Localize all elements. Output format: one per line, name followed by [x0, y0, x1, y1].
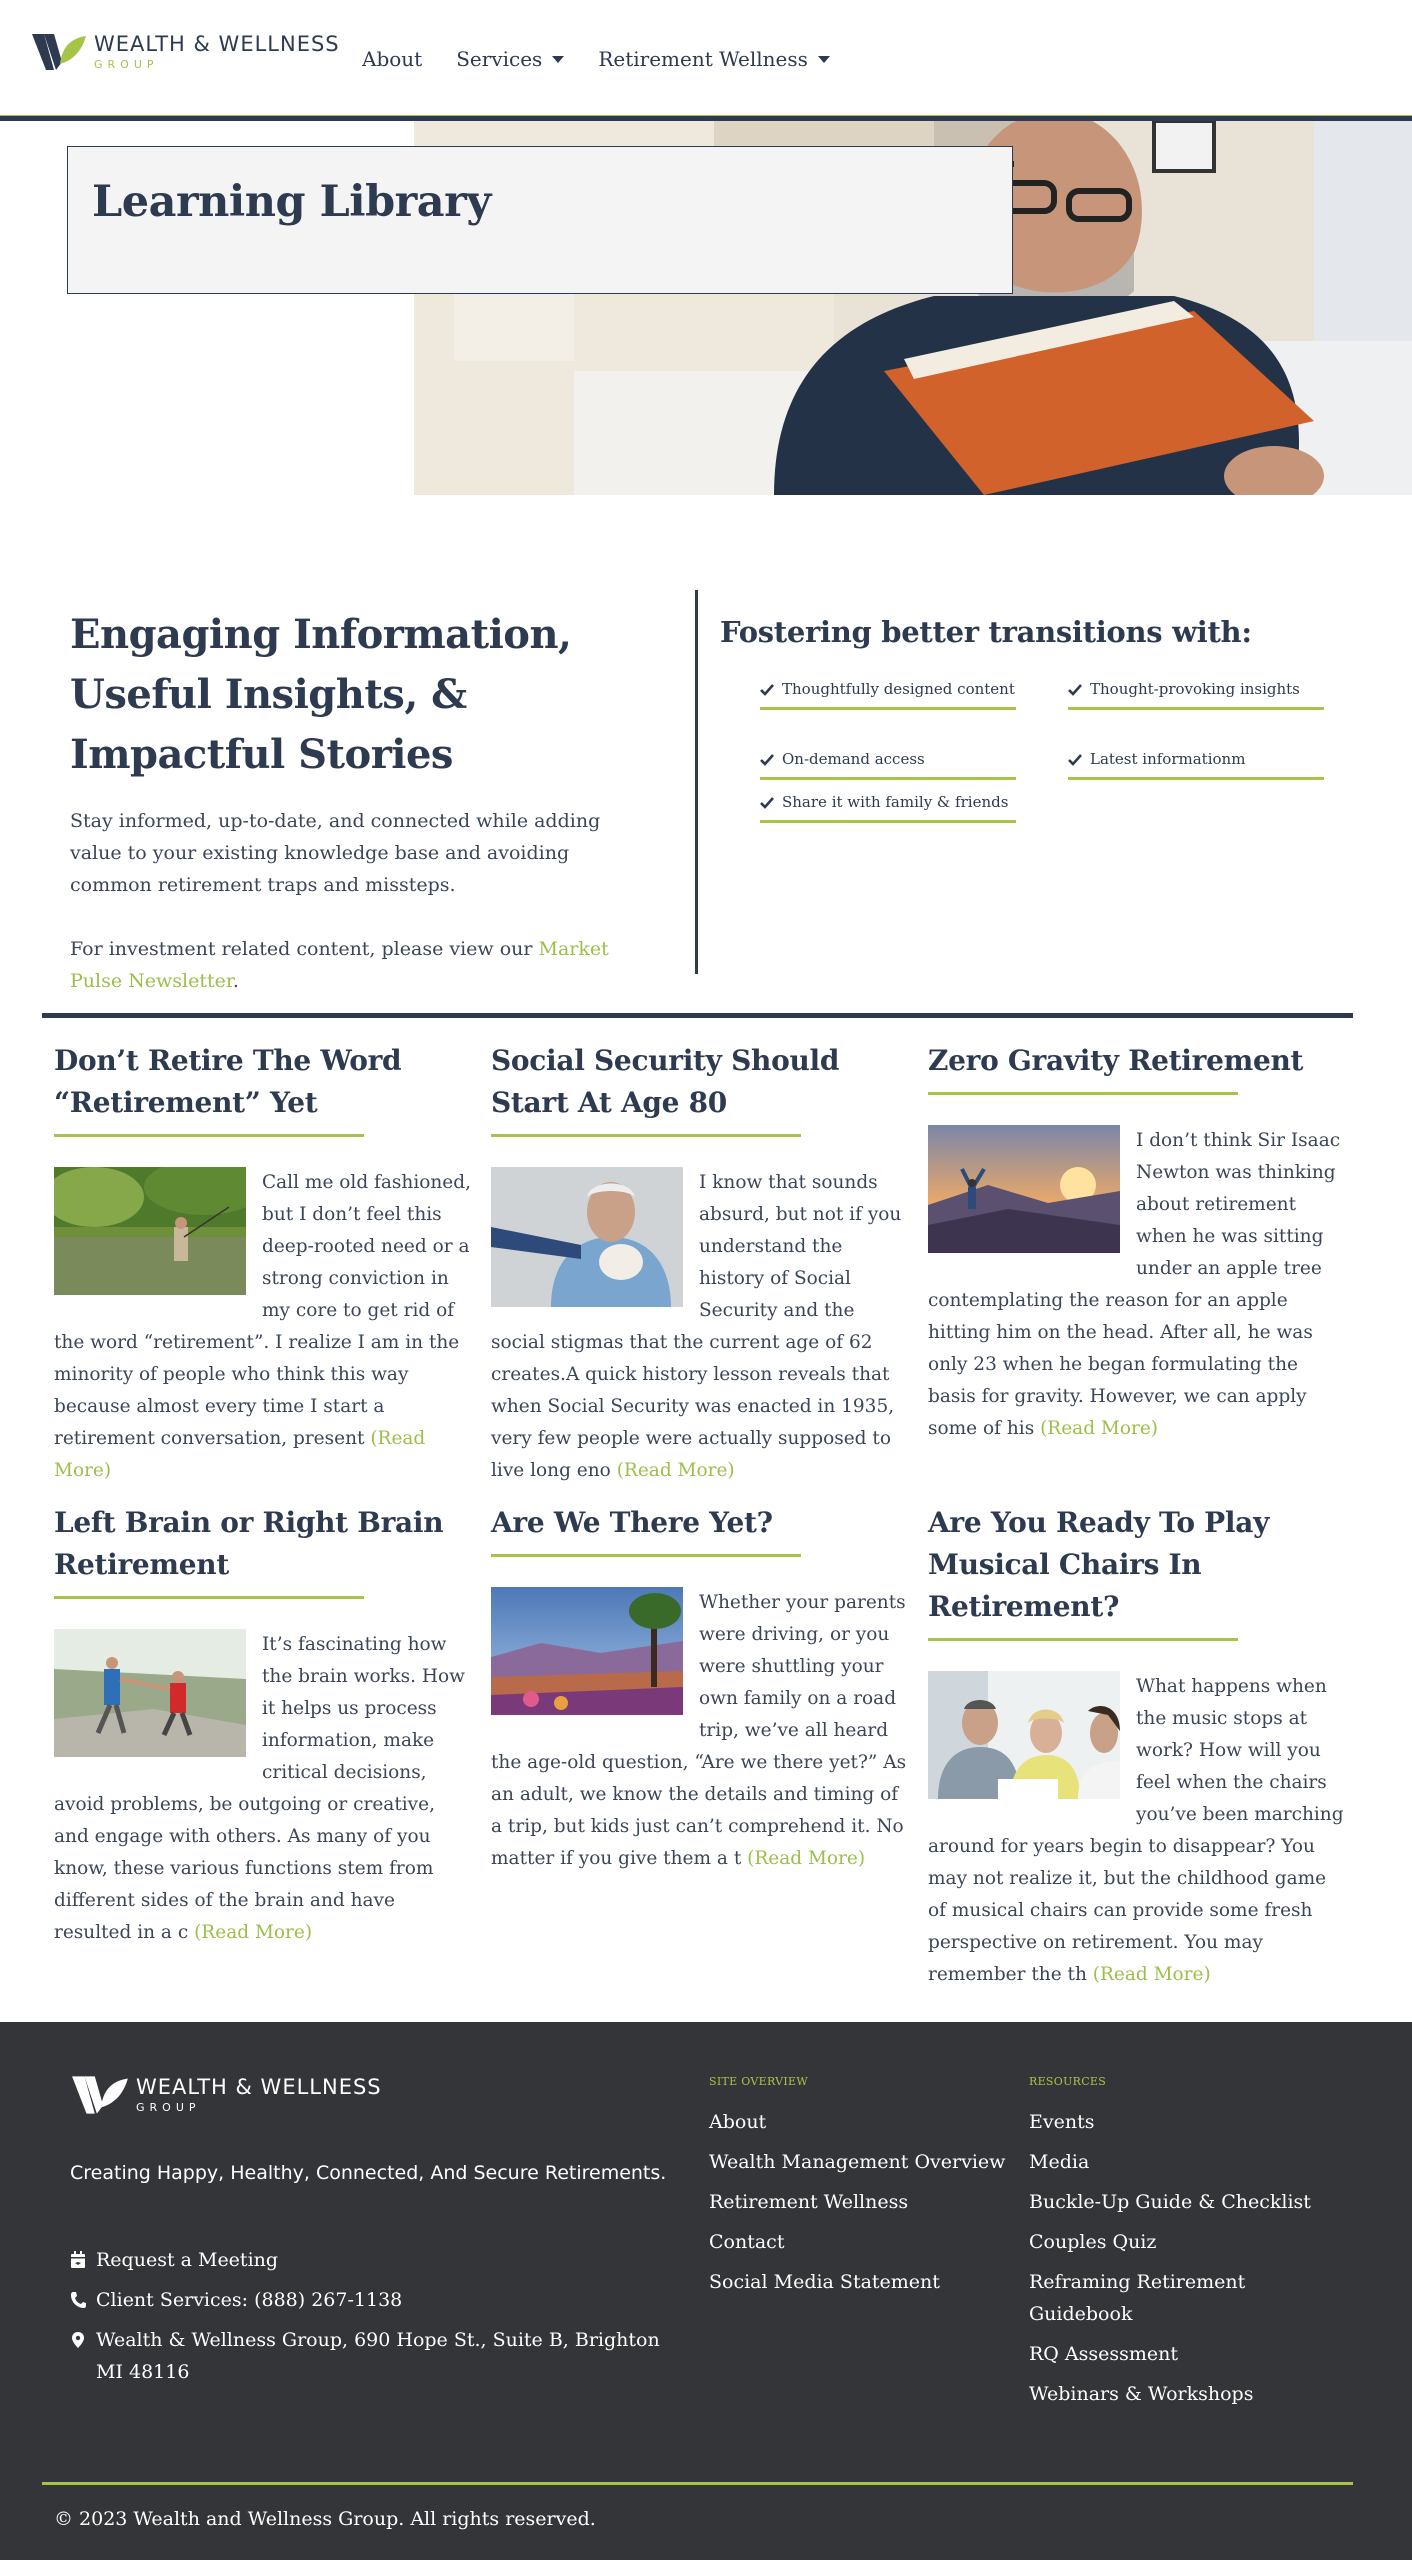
article-body — [491, 1587, 911, 1875]
hero-section — [0, 121, 1412, 495]
address-label: Wealth & Wellness Group, 690 Hope St., Suite B, Brighton MI 48116 — [96, 2329, 660, 2383]
market-pulse-link[interactable]: Market Pulse Newsletter — [70, 938, 609, 992]
article-title-rule — [491, 1134, 801, 1137]
footer-link-wealth-management[interactable]: Wealth Management Overview — [709, 2151, 1006, 2173]
article-body — [54, 1167, 474, 1487]
transition-item — [760, 790, 1016, 823]
nav-services[interactable] — [456, 47, 564, 71]
chevron-down-icon — [552, 56, 564, 63]
article-title[interactable]: Don’t Retire The Word “Retirement” Yet — [54, 1044, 402, 1119]
site-header — [0, 0, 1412, 118]
transition-item-label: On-demand access — [782, 750, 925, 768]
article-card — [928, 1502, 1348, 1991]
article-title[interactable]: Are You Ready To Play Musical Chairs In Retirement? — [928, 1506, 1270, 1623]
article-excerpt: I don’t think Sir Isaac Newton was thinking about retirement when he was sitting under an apple tree contemplating the reason for an apple hitting him on the head. After all, he was only 23 when he began formulating the basis for gravity. However, we can apply some of his — [928, 1130, 1341, 1439]
article-excerpt: It’s fascinating how the brain works. How it helps us process information, make critical decisions, avoid problems, be outgoing or creative, and engage with others. As many of you know, these various functions stem from different sides of the brain and have resulted in a c — [54, 1634, 465, 1943]
read-more-link[interactable]: (Read More) — [194, 1922, 313, 1943]
article-card — [491, 1502, 911, 1875]
footer-brand-name: WEALTH & WELLNESS — [136, 2075, 382, 2099]
nav-about-label: About — [362, 47, 423, 71]
request-meeting-label: Request a Meeting — [96, 2249, 279, 2271]
investment-suffix: . — [232, 970, 239, 992]
nav-about[interactable] — [362, 47, 422, 71]
request-meeting-link[interactable] — [70, 2244, 670, 2276]
article-excerpt: I know that sounds absurd, but not if you understand the history of Social Security and the social stigmas that the current age of 62 creates.A quick history lesson reveals that when Social Security was enacted in 1935, very few people were actually supposed to live long eno — [491, 1172, 902, 1481]
article-thumbnail[interactable] — [928, 1125, 1120, 1253]
article-title-rule — [928, 1638, 1238, 1641]
footer-link-contact[interactable]: Contact — [709, 2231, 785, 2253]
article-card — [54, 1040, 474, 1487]
investment-note — [70, 933, 630, 997]
article-title-rule — [928, 1092, 1238, 1095]
intro-heading: Engaging Information, Useful Insights, & Impactful Stories — [70, 611, 572, 778]
footer-link-about[interactable]: About — [709, 2111, 767, 2133]
article-card — [54, 1502, 474, 1949]
phone-label: Client Services: (888) 267-1138 — [96, 2289, 403, 2311]
nav-retirement-wellness-label: Retirement Wellness — [598, 47, 808, 71]
footer-link-buckle-up[interactable]: Buckle-Up Guide & Checklist — [1029, 2191, 1311, 2213]
article-title[interactable]: Left Brain or Right Brain Retirement — [54, 1506, 444, 1581]
logo-mark-icon — [30, 30, 90, 74]
article-thumbnail[interactable] — [491, 1167, 683, 1307]
office-address[interactable] — [70, 2324, 670, 2388]
intro-divider — [695, 590, 698, 974]
footer-link-media[interactable]: Media — [1029, 2151, 1090, 2173]
transitions-section — [720, 615, 1360, 811]
footer-tagline: Creating Happy, Healthy, Connected, And Secure Retirements. — [70, 2162, 667, 2184]
transition-item-label: Share it with family & friends — [782, 793, 1009, 811]
brand-sub: GROUP — [94, 58, 159, 71]
location-pin-icon — [70, 2331, 86, 2349]
footer-resources — [1029, 2075, 1339, 2418]
transitions-heading: Fostering better transitions with: — [720, 615, 1252, 649]
checkmark-icon — [760, 797, 774, 809]
transition-item-label: Thought-provoking insights — [1090, 680, 1300, 698]
checkmark-icon — [1068, 754, 1082, 766]
article-body — [928, 1125, 1348, 1445]
checkmark-icon — [1068, 684, 1082, 696]
article-excerpt: Whether your parents were driving, or you were shuttling your own family on a road trip, we’ve all heard the age-old question, “Are we there yet?” As an adult, we know the details and timing of a trip, but kids just can’t comprehend it. No matter if you give them a t — [491, 1592, 907, 1869]
logo-mark-icon — [70, 2072, 132, 2118]
article-body — [491, 1167, 911, 1487]
intro-paragraph: Stay informed, up-to-date, and connected while adding value to your existing knowledge base and avoiding common retirement traps and missteps. — [70, 810, 601, 896]
article-excerpt: What happens when the music stops at work? How will you feel when the chairs you’ve been marching around for years begin to disappear? You may not realize it, but the childhood game of musical chairs can provide some fresh perspective on retirement. You may remember the th — [928, 1676, 1344, 1985]
checkmark-icon — [760, 684, 774, 696]
intro-section — [70, 605, 630, 997]
read-more-link[interactable]: (Read More) — [1040, 1418, 1159, 1439]
investment-prefix: For investment related content, please view our — [70, 938, 539, 960]
calendar-icon — [70, 2251, 86, 2269]
brand-name: WEALTH & WELLNESS — [94, 32, 340, 56]
footer-link-retirement-wellness[interactable]: Retirement Wellness — [709, 2191, 909, 2213]
hero-title-box — [67, 146, 1013, 294]
transition-item — [760, 747, 1016, 780]
footer-link-webinars[interactable]: Webinars & Workshops — [1029, 2383, 1254, 2405]
read-more-link[interactable]: (Read More) — [747, 1848, 866, 1869]
chevron-down-icon — [818, 56, 830, 63]
site-overview-heading: SITE OVERVIEW — [709, 2075, 808, 2088]
footer-link-events[interactable]: Events — [1029, 2111, 1095, 2133]
article-body — [54, 1629, 474, 1949]
article-thumbnail[interactable] — [491, 1587, 683, 1715]
nav-retirement-wellness[interactable] — [598, 47, 830, 71]
client-services-phone[interactable] — [70, 2284, 670, 2316]
checkmark-icon — [760, 754, 774, 766]
read-more-link[interactable]: (Read More) — [616, 1460, 735, 1481]
footer-logo[interactable] — [70, 2072, 382, 2118]
copyright: © 2023 Wealth and Wellness Group. All rights reserved. — [54, 2508, 596, 2530]
article-title[interactable]: Zero Gravity Retirement — [928, 1044, 1304, 1077]
article-title-rule — [54, 1596, 364, 1599]
article-thumbnail[interactable] — [54, 1629, 246, 1757]
footer-link-couples-quiz[interactable]: Couples Quiz — [1029, 2231, 1157, 2253]
article-title-rule — [54, 1134, 364, 1137]
article-card — [928, 1040, 1348, 1445]
main-nav — [362, 47, 830, 71]
section-divider — [42, 1013, 1353, 1018]
article-excerpt: Call me old fashioned, but I don’t feel this deep-rooted need or a strong conviction in my core to get rid of the word “retirement”. I realize I am in the minority of people who think this way because almost every time I start a retirement conversation, present — [54, 1172, 471, 1449]
phone-icon — [70, 2291, 86, 2309]
article-thumbnail[interactable] — [54, 1167, 246, 1295]
footer-link-reframing-guidebook[interactable]: Reframing Retirement Guidebook — [1029, 2271, 1246, 2325]
footer-divider — [42, 2482, 1353, 2485]
article-body — [928, 1671, 1348, 1991]
article-thumbnail[interactable] — [928, 1671, 1120, 1799]
footer-link-rq-assessment[interactable]: RQ Assessment — [1029, 2343, 1179, 2365]
nav-services-label: Services — [456, 47, 543, 71]
transition-item-label: Latest informationm — [1090, 750, 1246, 768]
read-more-link[interactable]: (Read More) — [1092, 1964, 1211, 1985]
site-footer — [0, 2022, 1412, 2560]
footer-contact — [70, 2244, 670, 2396]
transition-item — [1068, 747, 1324, 780]
transition-item-label: Thoughtfully designed content — [782, 680, 1015, 698]
read-more-link[interactable]: (Read More) — [54, 1428, 426, 1481]
article-title-rule — [491, 1554, 801, 1557]
transition-item — [760, 677, 1016, 710]
article-title[interactable]: Are We There Yet? — [491, 1506, 773, 1539]
footer-brand-sub: GROUP — [136, 2101, 201, 2114]
footer-site-overview — [709, 2075, 1019, 2306]
resources-heading: RESOURCES — [1029, 2075, 1107, 2088]
page-title: Learning Library — [92, 177, 491, 227]
article-title[interactable]: Social Security Should Start At Age 80 — [491, 1044, 840, 1119]
footer-link-social-media[interactable]: Social Media Statement — [709, 2271, 940, 2293]
article-card — [491, 1040, 911, 1487]
brand-logo[interactable] — [30, 30, 340, 74]
transition-item — [1068, 677, 1324, 710]
